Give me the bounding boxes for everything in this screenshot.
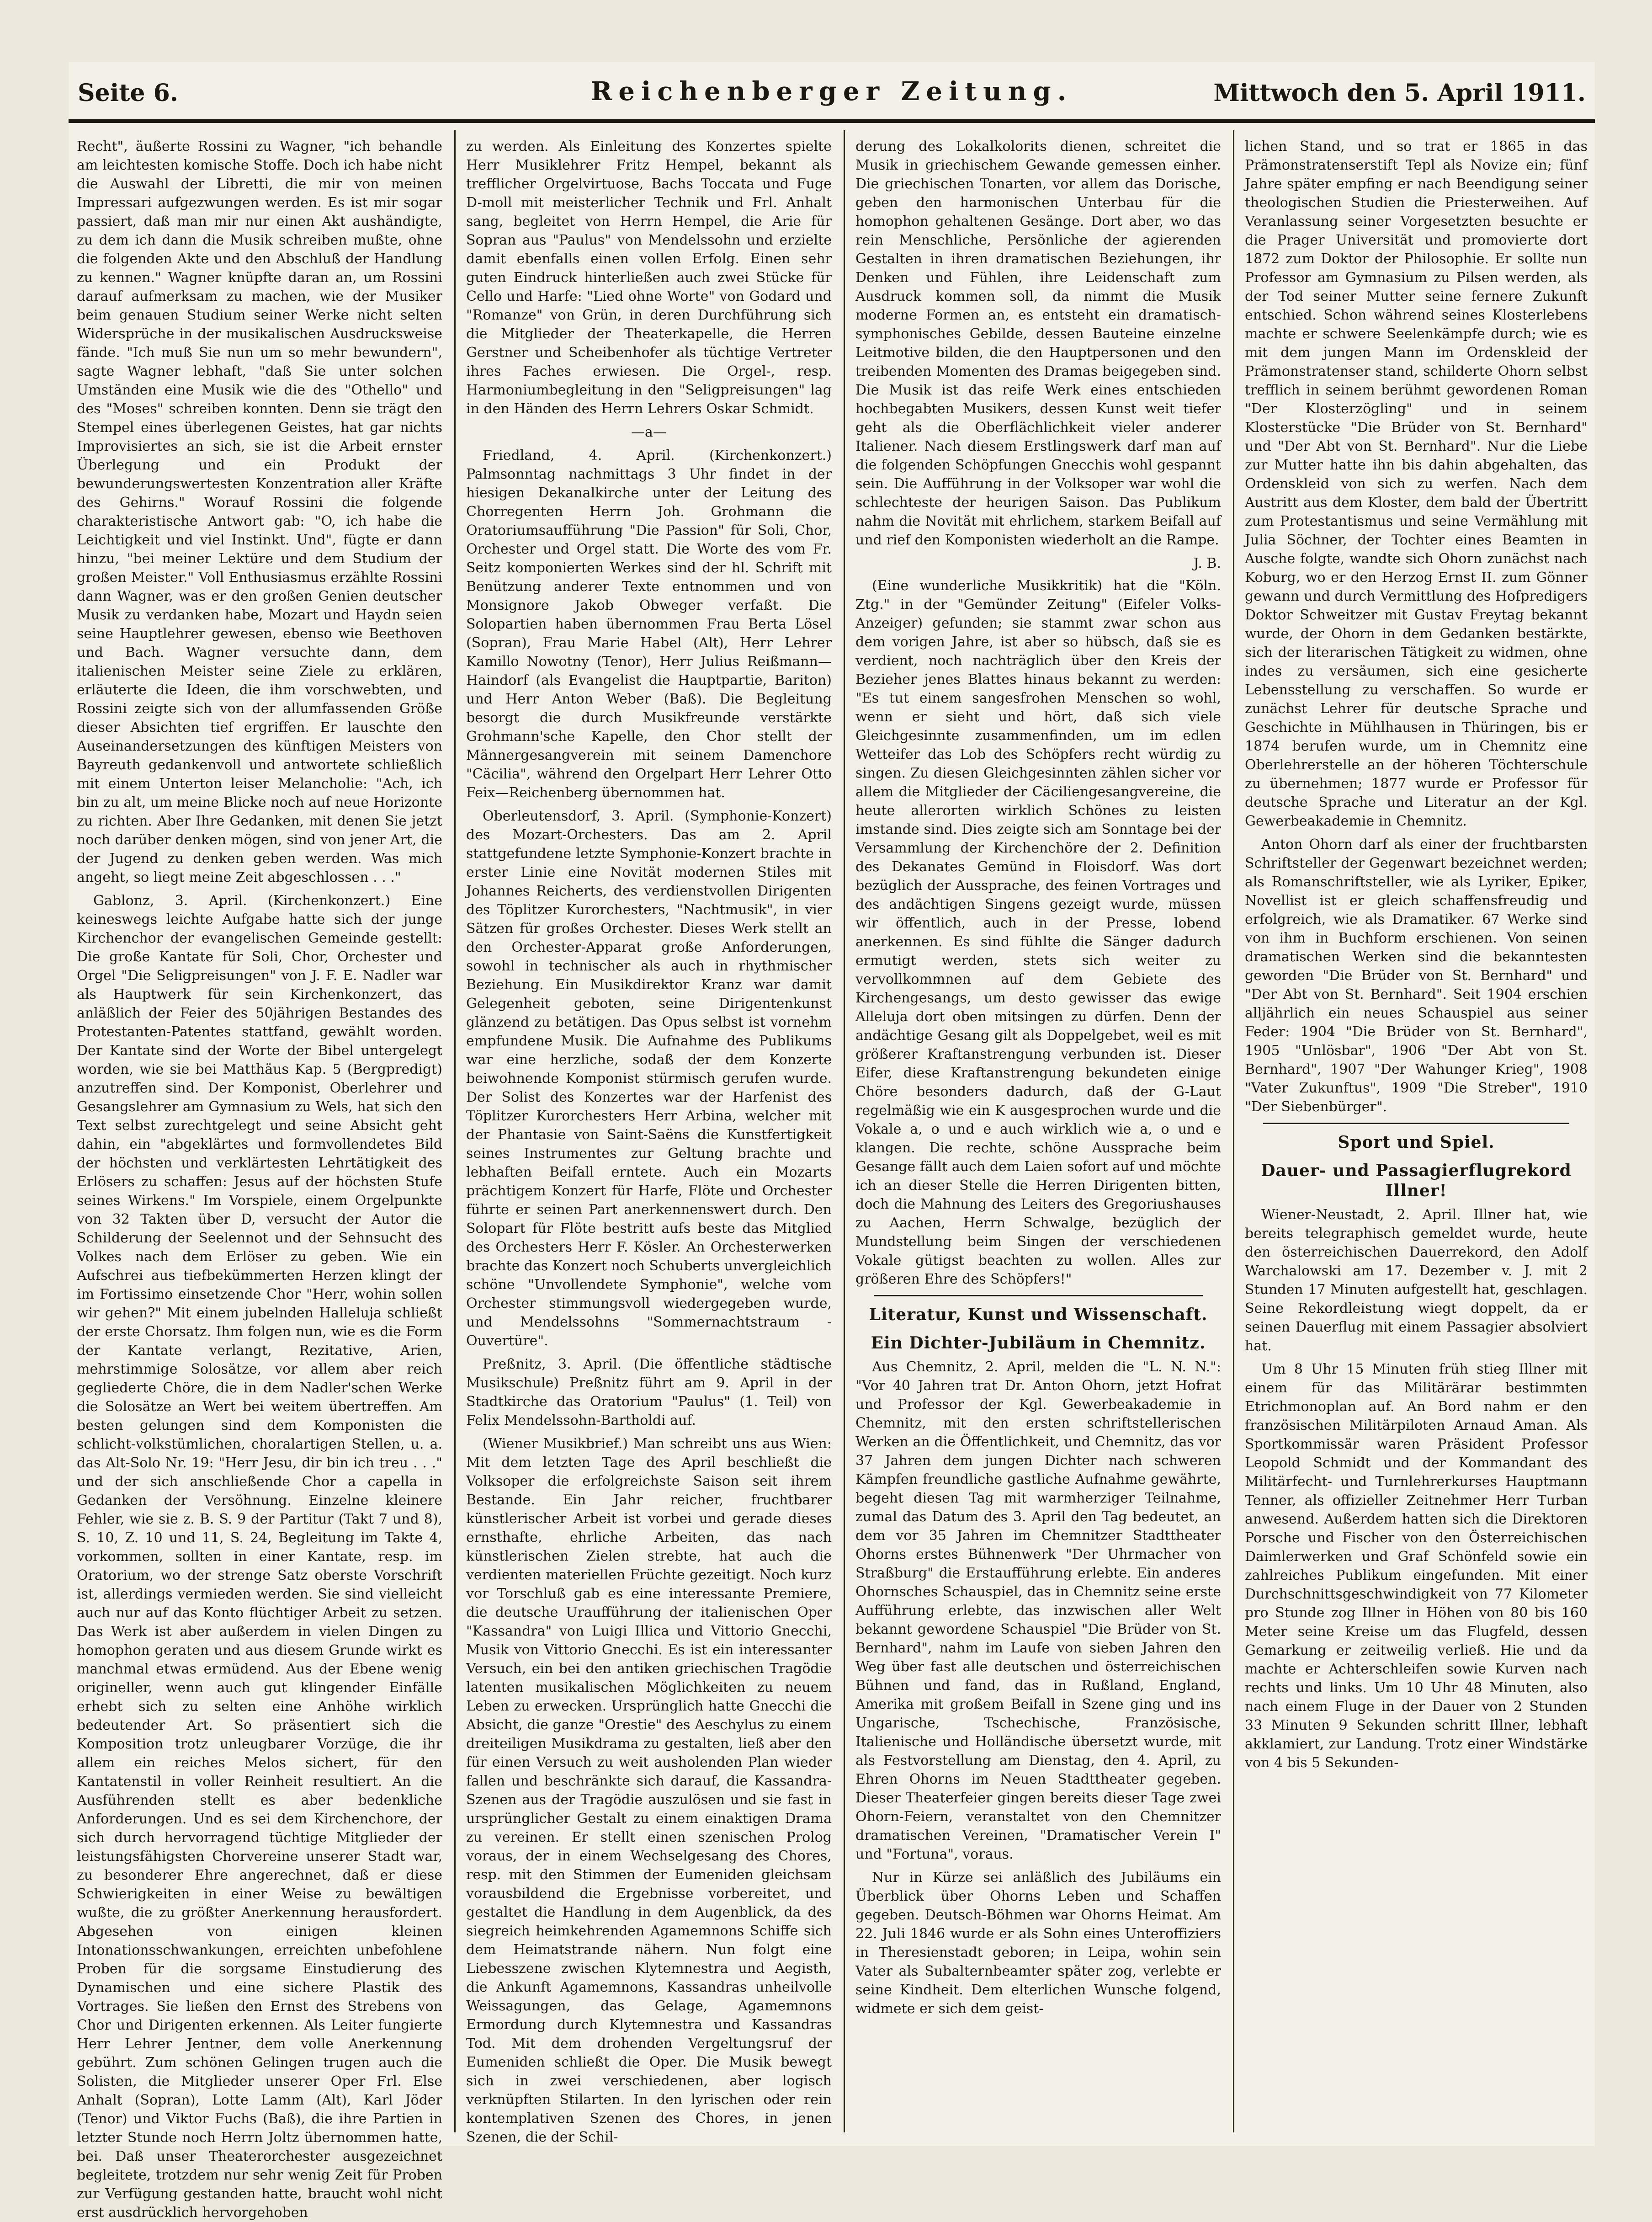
section-divider bbox=[1263, 1123, 1569, 1124]
column-3 bbox=[855, 137, 1221, 2116]
article-heading: Ein Dichter-Jubiläum in Chemnitz. bbox=[871, 1333, 1206, 1353]
ohorn-biography: Nur in Kürze sei anläßlich des Jubiläums ein Überblick über Ohorns Leben und Schaffen gegeben. Deutsch-Böhmen war Ohorns Heimat. Am 22. Juli 1846 wurde er als Sohn eines Unteroffiziers in Theresienstadt geboren; in Leipa, wohin sein Vater als Subalternbeamter später zog, verlebte er seine Kindheit. Dem elterlichen Wunsche folgend, widmete er sich dem geist- bbox=[855, 1870, 1221, 2017]
ohorn-works-paragraph: Anton Ohorn darf als einer der fruchtbarsten Schriftsteller der Gegenwart bezeichnet werden; als Romanschriftsteller, wie als Lyriker, Epiker, Novellist ist er gleich schaffensfreudig und erfolgreich, wie als Dramatiker. 67 Werke sind von ihm in Buchform erschienen. Von seinen dramatischen Werken sind die bekanntesten geworden "Die Brüder von St. Bernhard" und "Der Abt von St. Bernhard". Seit 1904 erschien alljährlich ein neues Schauspiel aus seiner Feder: 1904 "Die Brüder von St. Bernhard", 1905 "Unlösbar", 1906 "Der Abt von St. Bernhard", 1907 "Der Wahunger Krieg", 1908 "Vater Zukunftus", 1909 "Die Streber", 1910 "Der Siebenbürger". bbox=[1245, 837, 1588, 1115]
signature: —a— bbox=[631, 424, 667, 440]
rossini-wagner-article: Recht", äußerte Rossini zu Wagner, "ich behandle am leichtesten komische Stoffe. Doch ich habe nicht die Auswahl der Libretti, die mir von meinen Impressari aufgezwungen werden. Es ist mir sogar passiert, daß man mir nur einen Akt aushändigte, zu dem ich dann die Musik schreiben mußte, ohne die folgenden Akte und den Abschluß der Handlung zu kennen." Wagner knüpfte daran an, um Rossini darauf aufmerksam zu machen, wie der Musiker beim genauen Studium seiner Werke nicht selten Widersprüche in der musikalischen Ausdrucksweise fände. "Ich muß Sie nun um so mehr bewundern", sagte Wagner lebhaft, "daß Sie unter solchen Umständen eine Musik wie die des "Othello" und des "Moses" schreiben konnten. Denn sie trägt den Stempel eines überlegenen Geistes, hat gar nichts Improvisiertes an sich, sie ist die Arbeit ernster Überlegung und ein Produkt der bewunderungswertesten Konzentration aller Kräfte des Gehirns." Worauf Rossini die folgende charakteristische Antwort gab: "O, ich habe die Leichtigkeit und viel Instinkt. Und", fügte er dann hinzu, "bei meiner Lektüre und dem Studium der großen Meister." Voll Enthusiasmus erzählte Rossini dann Wagner, was er den großen Genien deutscher Musik zu verdanken habe, Mozart und Haydn seien seine Hauptlehrer gewesen, ebenso wie Beethoven und Bach. Wagner versuchte dann, dem italienischen Meister seine Ziele zu erklären, erläuterte die Ideen, die ihm vorschwebten, und Rossini zeigte sich von der allumfassenden Größe dieser Absichten tief ergriffen. Er lauschte den Auseinandersetzungen des künftigen Meisters von Bayreuth gedankenvoll und antwortete schließlich mit einem Unterton leiser Melancholie: "Ach, ich bin zu alt, um meine Blicke noch auf neue Horizonte zu richten. Aber Ihre Gedanken, mit denen Sie jetzt noch darüber denken mögen, sind von jener Art, die der Jugend zu denken geben werden. Was mich angeht, so liegt meine Zeit abgeschlossen . . ." bbox=[77, 139, 442, 885]
oberleutensdorf-article: Oberleutensdorf, 3. April. (Symphonie-Konzert) des Mozart-Orchesters. Das am 2. April stattgefundene letzte Symphonie-Konzert brachte in erster Linie eine Novität modernen Stiles mit Johannes Reicherts, des verdienstvollen Dirigenten des Töplitzer Kurorchesters, "Nachtmusik", in vier Sätzen für großes Orchester. Dieses Werk stellt an den Orchester-Apparat große Anforderungen, sowohl in technischer als auch in rhythmischer Beziehung. Ein Musikdirektor Kranz war damit Gelegenheit geboten, seine Dirigentenkunst glänzend zu betätigen. Das Opus selbst ist vornehm empfundene Musik. Die Aufnahme des Publikums war eine herzliche, sodaß der dem Konzerte beiwohnende Komponist stürmisch gerufen wurde. Der Solist des Konzertes war der Harfenist des Töplitzer Kurorchesters Herr Arbina, welcher mit der Phantasie von Saint-Saëns die Kunstfertigkeit seines Instrumentes zur Geltung brachte und lebhaften Beifall erntete. Auch ein Mozarts prächtigem Konzert für Harfe, Flöte und Orchester führte er seinen Part anerkennenswert durch. Den Solopart für Flöte bestritt aufs beste das Mitglied des Orchesters Herr F. Kösler. An Orchesterwerken brachte das Konzert noch Schuberts unvergleichlich schöne "Unvollendete Symphonie", welche vom Orchester stimmungsvoll wiedergegeben wurde, und Mendelssohns "Sommernachtstraum - Ouvertüre". bbox=[466, 808, 832, 1349]
column-rule bbox=[844, 130, 845, 2132]
column-1 bbox=[77, 137, 442, 2221]
illner-record-article: Wiener-Neustadt, 2. April. Illner hat, wie bereits telegraphisch gemeldet wurde, heute den österreichischen Dauerrekord, den Adolf Warchalowski am 17. Dezember v. J. mit 2 Stunden 17 Minuten aufgestellt hat, geschlagen. Seine Rekordleistung wiegt doppelt, da er seinen Dauerflug mit einem Passagier absolviert hat. bbox=[1245, 1207, 1588, 1354]
column-rule bbox=[1233, 130, 1234, 2132]
illner-flight-details: Um 8 Uhr 15 Minuten früh stieg Illner mit einem für das Militärärar bestimmten Etrichmonoplan auf. An Bord nahm er den französischen Militärpiloten Arnaud Aman. Als Sportkommissär waren Präsident Professor Leopold Schmidt und der Kommandant des Militärfecht- und Turnlehrerkurses Hauptmann Tenner, als offizieller Zeitnehmer Herr Turban anwesend. Außerdem hatten sich die Direktoren Porsche und Fischer von den Österreichischen Daimlerwerken und Graf Schönfeld sowie ein zahlreiches Publikum eingefunden. Mit einer Durchschnittsgeschwindigkeit von 77 Kilometer pro Stunde zog Illner in Höhen von 80 bis 160 Meter seine Kreise um das Flugfeld, dessen Gemarkung er zeitweilig verließ. Hie und da machte er Achterschleifen sowie Kurven nach rechts und links. Um 10 Uhr 48 Minuten, also nach einem Fluge in der Dauer von 2 Stunden 33 Minuten 9 Sekunden schritt Illner, lebhaft akklamiert, zur Landung. Trotz einer Windstärke von 4 bis 5 Sekunden- bbox=[1245, 1361, 1588, 1771]
article-heading: Dauer- und Passagierflugrekord Illner! bbox=[1261, 1161, 1572, 1200]
masthead-rule bbox=[69, 119, 1595, 123]
pressnitz-article: Preßnitz, 3. April. (Die öffentliche städtische Musikschule) Preßnitz führt am 9. April in der Stadtkirche das Oratorium "Paulus" (1. Teil) von Felix Mendelssohn-Bartholdi auf. bbox=[466, 1356, 832, 1428]
newspaper-page bbox=[69, 62, 1595, 2221]
issue-date: Mittwoch den 5. April 1911. bbox=[1213, 79, 1586, 107]
gablonz-concert-article: Gablonz, 3. April. (Kirchenkonzert.) Eine keineswegs leichte Aufgabe hatte sich der junge Kirchenchor der evangelischen Gemeinde gestellt: Die große Kantate für Soli, Chor, Orchester und Orgel "Die Seligpreisungen" von J. F. E. Nadler war als Hauptwerk für sein Kirchenkonzert, das anläßlich der Feier des 50jährigen Bestandes des Protestanten-Patentes stattfand, gewählt worden. Der Kantate sind der Worte der Bibel untergelegt worden, wie sie bei Matthäus Kap. 5 (Bergpredigt) anzutreffen sind. Der Komponist, Oberlehrer und Gesangslehrer am Gymnasium zu Wels, hat sich den Text selbst zurechtgelegt und seine Absicht geht dahin, ein "abgeklärtes und formvollendetes Bild der höchsten und verklärtesten Lehrtätigkeit des Erlösers zu schaffen: Jesus auf der höchsten Stufe seines Wirkens." Im Vorspiele, einem Orgelpunkte von 32 Takten über D, versucht der Autor die Schilderung der Seelennot und der Sehnsucht des Volkes nach dem Erlöser zu geben. Wie ein Aufschrei aus tiefbekümmerten Herzen klingt der im Fortissimo einsetzende Chor "Herr, wohin sollen wir gehen?" Mit einem jubelnden Halleluja schließt der erste Chorsatz. Ihm folgen nun, wie es die Form der Kantate verlangt, Rezitative, Arien, mehrstimmige Solosätze, vor allem aber reich gegliederte Chöre, die in dem Nadler'schen Werke die Solosätze an Wert bei weitem übertreffen. Am besten gelungen sind dem Komponisten die schlicht-volkstümlichen, choralartigen Stellen, u. a. das Alt-Solo Nr. 19: "Herr Jesu, dir bin ich treu . . ." und der sich anschließende Chor a capella in Gedanken der Versöhnung. Einzelne kleinere Fehler, wie sie z. B. S. 9 der Partitur (Takt 7 und 8), S. 10, Z. 10 und 11, S. 24, Begleitung im Takte 4, vorkommen, sollten in einer Kantate, resp. im Oratorium, wo der strenge Satz oberste Vorschrift ist, allerdings vermieden werden. Sie sind vielleicht auch nur auf das Konto flüchtiger Arbeit zu setzen. Das Werk ist aber außerdem in vielen Dingen zu homophon geraten und aus diesem Grunde wirkt es manchmal etwas ermüdend. Aus der Ebene wenig origineller, wenn auch gut klingender Einfälle erhebt sich zu selten eine Anhöhe wirklich bedeutender Art. So präsentiert sich die Komposition trotz unleugbarer Vorzüge, die ihr allem ein reiches Melos sichert, für den Kantatenstil in voller Reinheit resultiert. An die Ausführenden stellt es aber bedenkliche Anforderungen. Und es sei dem Kirchenchore, der sich durch hervorragend tüchtige Mitglieder der leistungsfähigsten Chorvereine unserer Stadt war, zu besonderer Ehre angerechnet, daß er diese Schwierigkeiten in einer Weise zu bewältigen wußte, die zu größter Anerkennung herausfordert. Abgesehen von einigen kleinen Intonationsschwankungen, erreichten unbefohlene Proben für die sorgsame Einstudierung des Dynamischen und eine sichere Plastik des Vortrages. Sie ließen den Ernst des Strebens von Chor und Dirigenten erkennen. Als Leiter fungierte Herr Lehrer Jentner, dem volle Anerkennung gebührt. Zum schönen Gelingen trugen auch die Solisten, die Mitglieder unserer Oper Frl. Else Anhalt (Sopran), Lotte Lamm (Alt), Karl Jöder (Tenor) und Viktor Fuchs (Baß), die ihre Partien in letzter Stunde noch Herrn Joltz übernommen hatte, bei. Daß unser Theaterorchester ausgezeichnet begleitete, trotzdem nur sehr wenig Zeit für Proben zur Verfügung gestanden hatte, braucht wohl nicht erst ausdrücklich hervorgehoben bbox=[77, 893, 442, 2221]
section-heading: Sport und Spiel. bbox=[1338, 1133, 1495, 1152]
page-number: Seite 6. bbox=[78, 79, 178, 107]
musikkritik-article: (Eine wunderliche Musikkritik) hat die "Köln. Ztg." in der "Gemünder Zeitung" (Eifeler Volks-Anzeiger) gefunden; sie stammt zwar schon aus dem vorigen Jahre, ist aber so hübsch, daß sie es verdient, noch nachträglich über den Kreis der Bezieher jenes Blattes hinaus bekannt zu werden: "Es tut einem sangesfrohen Menschen so wohl, wenn er sieht und hört, daß sich viele Gleichgesinnte zusammenfinden, um im edlen Wetteifer das Lob des Schöpfers recht würdig zu singen. Zu diesen Gleichgesinnten zählen sicher vor allem die Mitglieder der Cäciliengesangvereine, die heute allerorten wirklich Schönes zu leisten imstande sind. Dies zeigte sich am Sonntage bei der Versammlung der Kirchenchöre der 2. Definition des Dekanates Gemünd in Floisdorf. Was dort bezüglich der Aussprache, des feinen Vortrages und des andächtigen Singens gezeigt wurde, müssen wir öffentlich, auch in der Presse, lobend anerkennen. Es sind fühlte die Sänger dadurch ermutigt werden, stets sich weiter zu vervollkommnen auf dem Gebiete des Kirchengesangs, um desto gewisser das ewige Alleluja dort oben mitsingen zu dürfen. Denn der andächtige Gesang gilt als Doppelgebet, weil es mit größerer Kraftanstrengung verbunden ist. Dieser Eifer, diese Kraftanstrengung bekundeten einige Chöre besonders dadurch, daß der G-Laut regelmäßig wie ein K ausgesprochen wurde und die Vokale a, o und e auch wirklich wie a, o und e klangen. Die rechte, schöne Aussprache beim Gesange fällt auch dem Laien sofort auf und möchte ich an dieser Stelle die Herren Dirigenten bitten, doch die Mahnung des Leiters des Gregoriushauses zu Aachen, Herrn Schwalge, bezüglich der Mundstellung beim Singen der verschiedenen Vokale gütigst beachten zu wollen. Alles zur größeren Ehre des Schöpfers!" bbox=[855, 578, 1221, 1287]
masthead bbox=[69, 71, 1595, 121]
section-divider bbox=[874, 1295, 1203, 1296]
newspaper-title: Reichenberger Zeitung. bbox=[590, 76, 1073, 107]
wiener-musikbrief-article: (Wiener Musikbrief.) Man schreibt uns aus Wien: Mit dem letzten Tage des April beschließt die Volksoper die erfolgreichste Saison seit ihrem Bestande. Ein Jahr reicher, fruchtbarer künstlerischer Arbeit ist vorbei und gerade dieses ernsthafte, ehrliche Arbeiten, das nach künstlerischen Zielen strebte, hat auch die verdienten materiellen Früchte gezeitigt. Noch kurz vor Torschluß gab es eine interessante Premiere, die deutsche Uraufführung der italienischen Oper "Kassandra" von Luigi Illica und Vittorio Gnecchi, Musik von Vittorio Gnecchi. Es ist ein interessanter Versuch, ein bei den antiken griechischen Tragödie latenten musikalischen Möglichkeiten zu neuem Leben zu erwecken. Ursprünglich hatte Gnecchi die Absicht, die ganze "Orestie" des Aeschylus zu einem dreiteiligen Musikdrama zu gestalten, ließ aber den für einen Versuch zu weit ausholenden Plan wieder fallen und beschränkte sich darauf, die Kassandra-Szenen aus der Tragödie auszulösen und sie fast in ursprünglicher Gestalt zu einem einaktigen Drama zu vereinen. Er stellt einen szenischen Prolog voraus, der in einem Wechselgesang des Chores, resp. mit den Stimmen der Eumeniden gleichsam vorausbildend die Ergebnisse vorbereitet, und gestaltet die Handlung in dem Augenblick, da des siegreich heimkehrenden Agamemnons Schiffe sich dem Heimatstrande nähern. Nun folgt eine Liebesszene zwischen Klytemnestra und Aegisth, die Ankunft Agamemnons, Kassandras unheilvolle Weissagungen, das Gelage, Agamemnons Ermordung durch Klytemnestra und Kassandras Tod. Mit dem drohenden Vergeltungsruf der Eumeniden schließt die Oper. Die Musik bewegt sich in zwei verschiedenen, aber logisch verknüpften Stilarten. In den lyrischen oder rein kontemplativen Szenen des Chores, in jenen Szenen, die der Schil- bbox=[466, 1436, 832, 2145]
column-4 bbox=[1245, 137, 1588, 2116]
signature: J. B. bbox=[1193, 555, 1221, 571]
chemnitz-jubilee-article: Aus Chemnitz, 2. April, melden die "L. N. N.": "Vor 40 Jahren trat Dr. Anton Ohorn, jetzt Hofrat und Professor der Kgl. Gewerbeakademie in Chemnitz, mit den ersten schriftstellerischen Werken an die Öffentlichkeit, und Chemnitz, das vor 37 Jahren dem jungen Dichter nach schweren Kämpfen freundliche gastliche Aufnahme gewährte, begeht diesen Tag mit warmherziger Teilnahme, zumal das Datum des 3. April den Tag bedeutet, an dem vor 35 Jahren im Chemnitzer Stadttheater Ohorns erstes Bühnenwerk "Der Uhrmacher von Straßburg" die Erstaufführung erlebte. Ein anderes Ohornsches Schauspiel, das in Chemnitz seine erste Aufführung erlebte, das inzwischen aller Welt bekannt gewordene Schauspiel "Die Brüder von St. Bernhard", nahm im Laufe von sieben Jahren den Weg über fast alle deutschen und österreichischen Bühnen und fand, das in Rußland, England, Amerika mit großem Beifall in Szene ging und ins Ungarische, Tschechische, Französische, Italienische und Holländische übersetzt wurde, mit als Festvorstellung am Dienstag, den 4. April, zu Ehren Ohorns im Neuen Stadttheater gegeben. Dieser Theaterfeier gingen bereits dieser Tage zwei Ohorn-Feiern, veranstaltet von den Chemnitzer dramatischen Vereinen, "Dramatischer Verein I" und "Fortuna", voraus. bbox=[855, 1359, 1221, 1862]
ohorn-biography-continued: lichen Stand, und so trat er 1865 in das Prämonstratenserstift Tepl als Novize ein; fünf Jahre später empfing er nach Beendigung seiner theologischen Studien die Priesterweihen. Auf Veranlassung seiner Vorgesetzten besuchte er die Prager Universität und promovierte dort 1872 zum Doktor der Philosophie. Er sollte nun Professor am Gymnasium zu Pilsen werden, als der Tod seiner Mutter seine fernere Zukunft entschied. Schon während seines Klosterlebens machte er schwere Seelenkämpfe durch; wie es mit dem jungen Mann im Ordenskleid der Prämonstratenser stand, schilderte Ohorn selbst trefflich in seinem berühmt gewordenen Roman "Der Klosterzögling" und in seinem Klosterstücke "Die Brüder von St. Bernhard" und "Der Abt von St. Bernhard". Nur die Liebe zur Mutter hatte ihn bis dahin abgehalten, das Ordenskleid von sich zu werfen. Nach dem Austritt aus dem Kloster, dem bald der Übertritt zum Protestantismus und seine Vermählung mit Julia Söchner, der Tochter eines Beamten in Ausche folgte, wandte sich Ohorn zunächst nach Koburg, wo er den Herzog Ernst II. zum Gönner gewann und durch Vermittlung des Hofpredigers Doktor Schweitzer mit Gustav Freytag bekannt wurde, der Ohorn in dem Gedanken bestärkte, sich der literarischen Tätigkeit zu widmen, ohne indes zu versäumen, sich eine gesicherte Lebensstellung zu verschaffen. So wurde er zunächst Lehrer für deutsche Sprache und Geschichte in Mühlhausen in Thüringen, bis er 1874 berufen wurde, um in Chemnitz eine Oberlehrerstelle an der höheren Töchterschule zu übernehmen; 1877 wurde er Professor für deutsche Sprache und Literatur an der Kgl. Gewerbeakademie in Chemnitz. bbox=[1245, 139, 1588, 829]
column-2 bbox=[466, 137, 832, 2145]
gablonz-concert-continued: zu werden. Als Einleitung des Konzertes spielte Herr Musiklehrer Fritz Hempel, bekannt als trefflicher Orgelvirtuose, Bachs Toccata und Fuge D-moll mit meisterlicher Technik und Frl. Anhalt sang, begleitet von Herrn Hempel, die Arie für Sopran aus "Paulus" von Mendelssohn und erzielte damit ebenfalls einen vollen Erfolg. Einen sehr guten Eindruck hinterließen auch zwei Stücke für Cello und Harfe: "Lied ohne Worte" von Godard und "Romanze" von Grün, in deren Durchführung sich die Mitglieder der Theaterkapelle, die Herren Gerstner und Scheibenhofer als tüchtige Vertreter ihres Faches erwiesen. Die Orgel-, resp. Harmoniumbegleitung in den "Seligpreisungen" lag in den Händen des Herrn Lehrers Oskar Schmidt. bbox=[466, 139, 832, 417]
column-rule bbox=[454, 130, 456, 2132]
section-heading: Literatur, Kunst und Wissenschaft. bbox=[869, 1305, 1208, 1324]
wiener-musikbrief-continued: derung des Lokalkolorits dienen, schreitet die Musik in griechischem Gewande gemessen einher. Die griechischen Tonarten, vor allem das Dorische, geben den harmonischen Unterbau für die homophon gehaltenen Gesänge. Dort aber, wo das rein Menschliche, Persönliche der agierenden Gestalten in ihren dramatischen Beziehungen, ihr Denken und Fühlen, ihre Leidenschaft zum Ausdruck kommen soll, da nimmt die Musik moderne Formen an, es entsteht ein dramatisch-symphonisches Gebilde, dessen Bauteine einzelne Leitmotive bilden, die den Hauptpersonen und den treibenden Momenten des Dramas beigegeben sind. Die Musik ist das reife Werk eines entschieden hochbegabten Musikers, dessen Kunst weit tiefer geht als die Oberflächlichkeit vieler anderer Italiener. Nach diesem Erstlingswerk darf man auf die folgenden Schöpfungen Gnecchis wohl gespannt sein. Die Aufführung in der Volksoper war wohl die schlechteste der heurigen Saison. Das Publikum nahm die Novität mit ehrlichem, starkem Beifall auf und rief den Komponisten wiederholt an die Rampe. bbox=[855, 139, 1221, 548]
friedland-concert-article: Friedland, 4. April. (Kirchenkonzert.) Palmsonntag nachmittags 3 Uhr findet in der hiesigen Dekanalkirche unter der Leitung des Chorregenten Herrn Joh. Grohmann die Oratoriumsaufführung "Die Passion" für Soli, Chor, Orchester und Orgel statt. Die Worte des vom Fr. Seitz komponierten Werkes sind der hl. Schrift mit Benützung anderer Texte entnommen und von Monsignore Jakob Obweger verfaßt. Die Solopartien haben übernommen Frau Berta Lösel (Sopran), Frau Marie Habel (Alt), Herr Lehrer Kamillo Nowotny (Tenor), Herr Julius Reißmann—Haindorf (als Evangelist die Hauptpartie, Bariton) und Herr Anton Weber (Baß). Die Begleitung besorgt die durch Musikfreunde verstärkte Grohmann'sche Kapelle, den Chor stellt der Männergesangverein mit seinem Damenchore "Cäcilia", während den Orgelpart Herr Lehrer Otto Feix—Reichenberg übernommen hat. bbox=[466, 448, 832, 801]
